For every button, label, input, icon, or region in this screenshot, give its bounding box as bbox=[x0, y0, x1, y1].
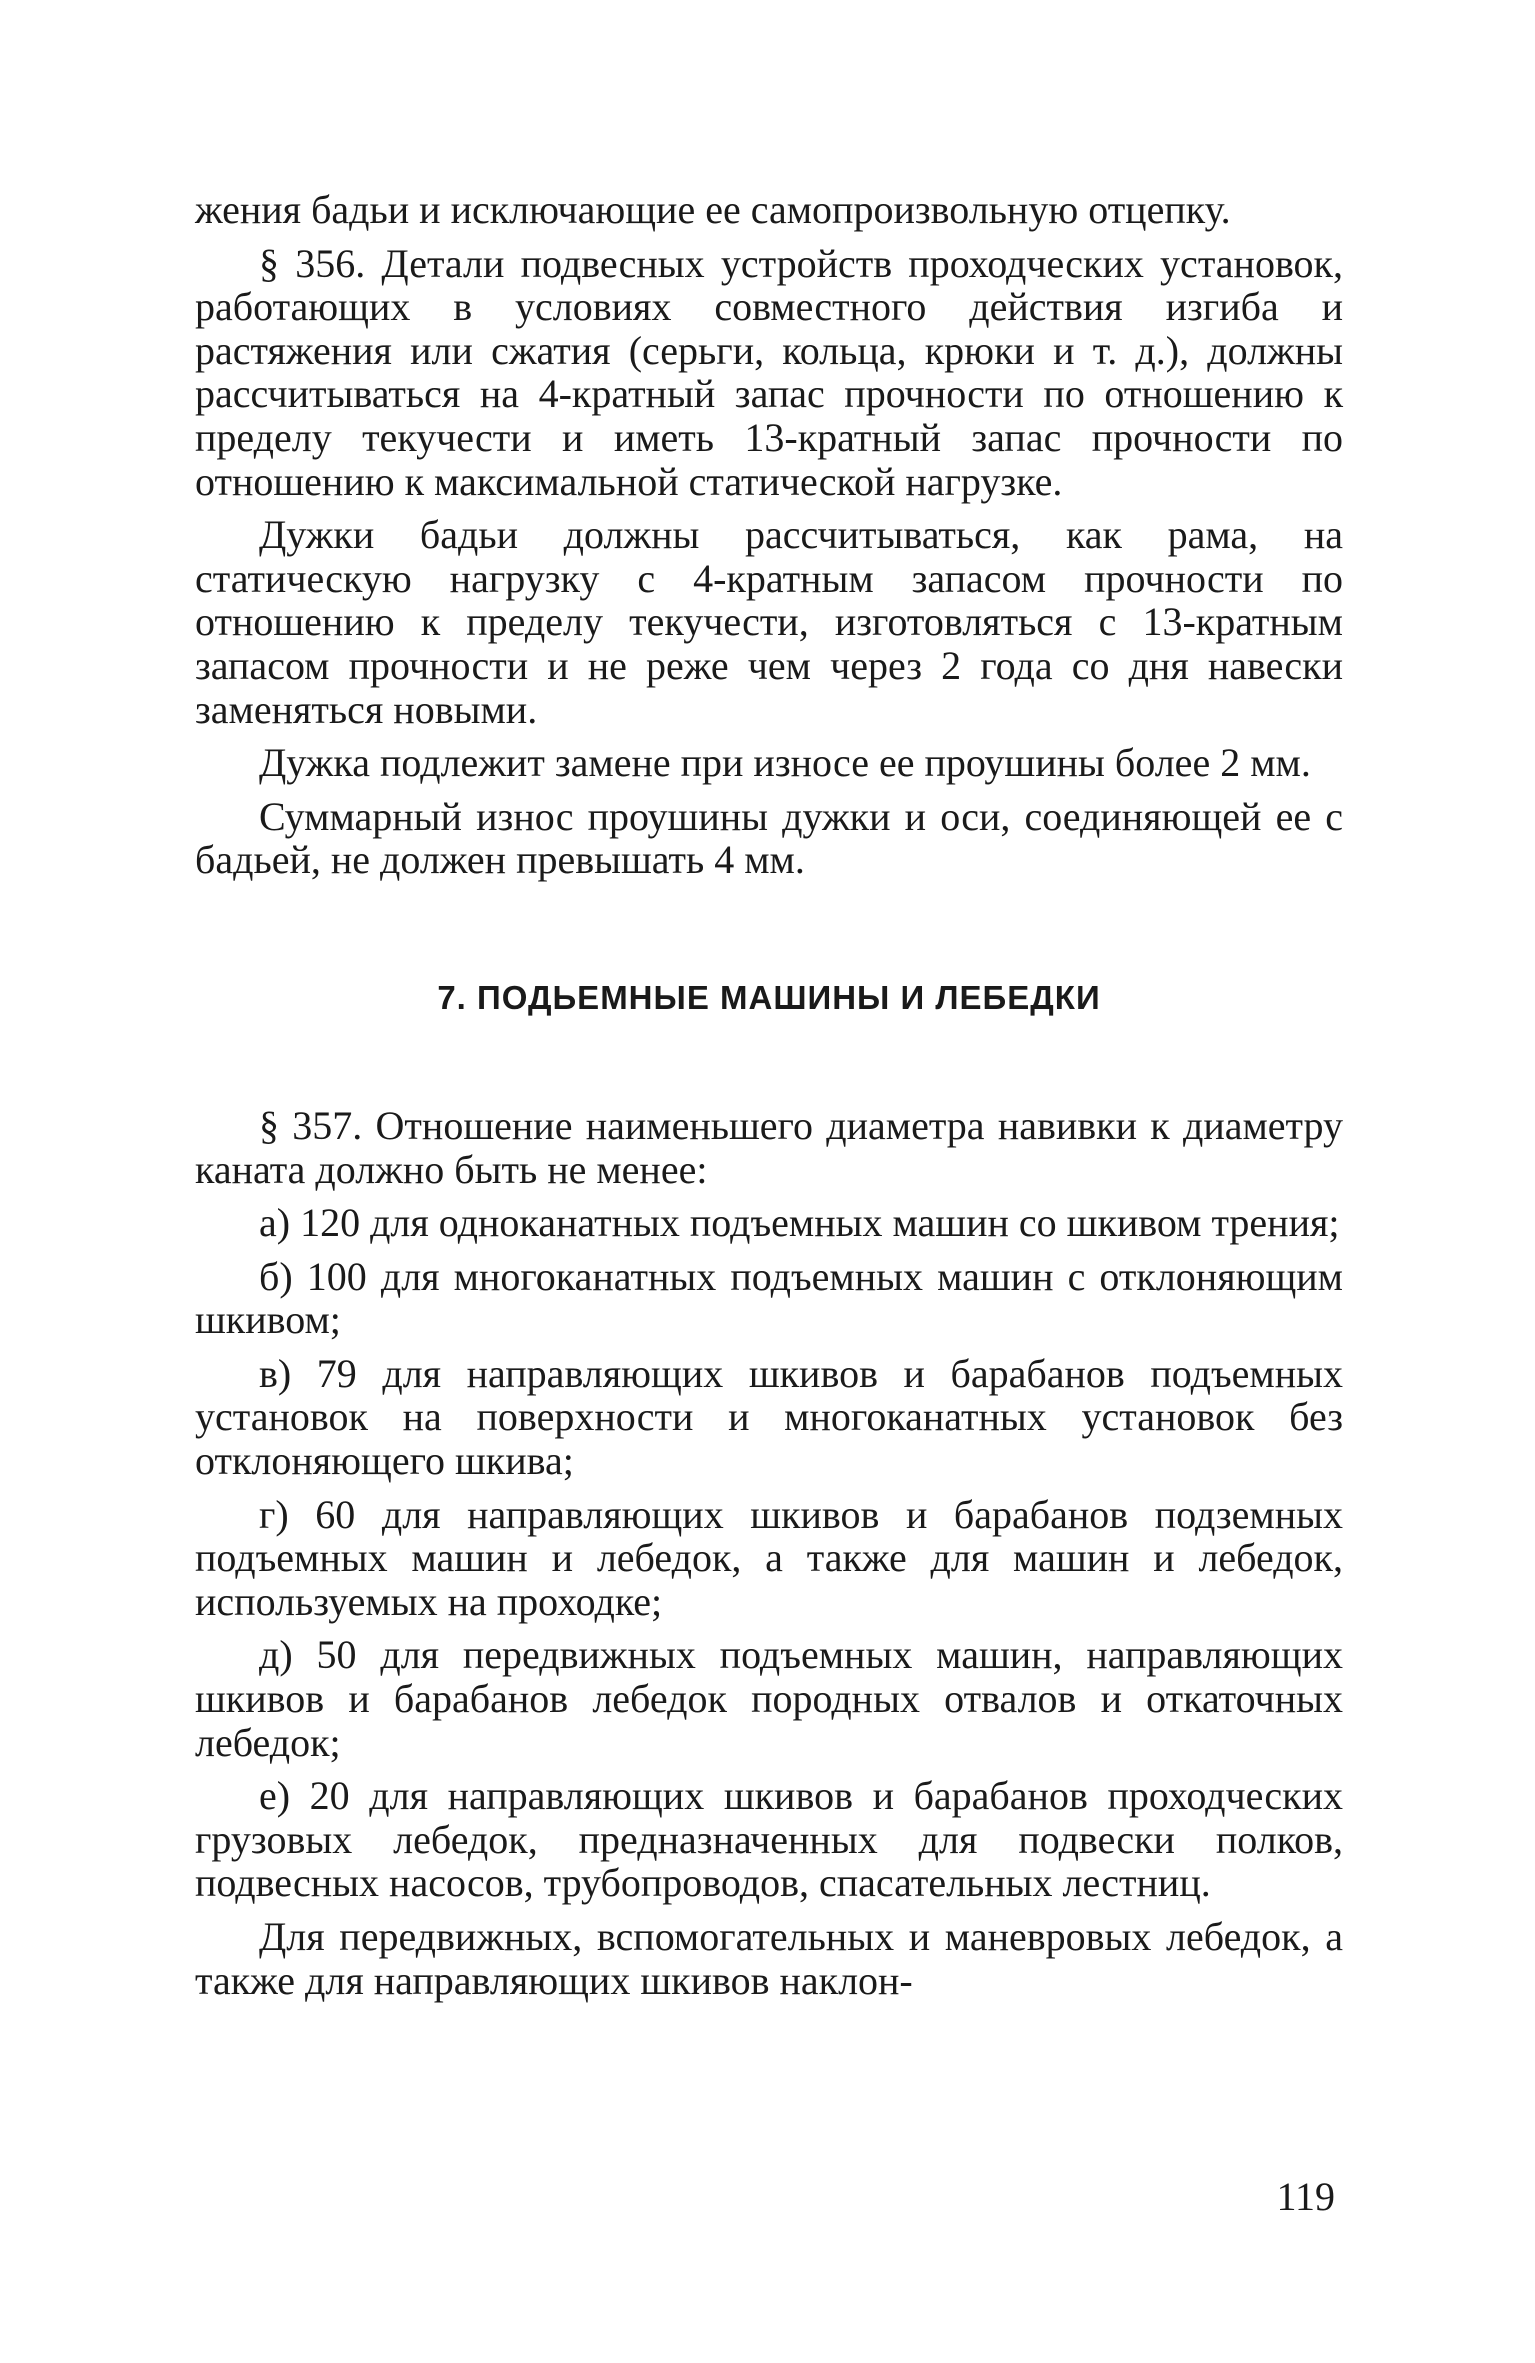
paragraph-continuation: жения бадьи и исключающие ее самопроизвольную отцепку. bbox=[195, 187, 1231, 232]
top-text-block bbox=[195, 188, 1343, 882]
section-heading: 7. ПОДЬЕМНЫЕ МАШИНЫ И ЛЕБЕДКИ bbox=[437, 978, 1101, 1016]
paragraph-356: § 356. Детали подвесных устройств проходческих установок, работающих в условиях совместного действия изгиба и растяжения или сжатия (серьги, кольца, крюки и т. д.), должны рассчитываться на 4-кратный запас прочности по отношению к пределу текучести и иметь 13-кратный запас прочности по отношению к максимальной статической нагрузке. bbox=[195, 240, 1343, 504]
paragraph-bail-replacement: Дужка подлежит замене при износе ее проушины более 2 мм. bbox=[259, 740, 1311, 786]
list-item-d: д) 50 для передвижных подъемных машин, направляющих шкивов и барабанов лебедок породных отвалов и откаточных лебедок; bbox=[195, 1632, 1343, 1765]
list-item-a: а) 120 для одноканатных подъемных машин со шкивом трения; bbox=[259, 1200, 1340, 1246]
list-item-g: г) 60 для направляющих шкивов и барабанов подземных подъемных машин и лебедок, а также для машин и лебедок, используемых на проходке; bbox=[195, 1491, 1343, 1624]
list-item-e: е) 20 для направляющих шкивов и барабанов проходческих грузовых лебедок, предназначенных для подвески полков, подвесных насосов, трубопроводов, спасательных лестниц. bbox=[195, 1773, 1343, 1906]
page-number: 119 bbox=[1276, 2174, 1335, 2219]
paragraph-357: § 357. Отношение наименьшего диаметра навивки к диаметру каната должно быть не менее: bbox=[195, 1102, 1343, 1192]
paragraph-winches: Для передвижных, вспомогательных и маневровых лебедок, а также для направляющих шкивов наклон- bbox=[195, 1914, 1343, 2003]
paragraph-bucket-bails: Дужки бадьи должны рассчитываться, как рама, на статическую нагрузку с 4-кратным запасом прочности по отношению к пределу текучести, изготовляться с 13-кратным запасом прочности и не реже чем через 2 года со дня навески заменяться новыми. bbox=[195, 512, 1343, 732]
page-body bbox=[195, 188, 1343, 2002]
list-item-b: б) 100 для многоканатных подъемных машин с отклоняющим шкивом; bbox=[195, 1253, 1343, 1343]
paragraph-total-wear: Суммарный износ проушины дужки и оси, соединяющей ее с бадьей, не должен превышать 4 мм. bbox=[195, 793, 1343, 883]
list-item-v: в) 79 для направляющих шкивов и барабанов подъемных установок на поверхности и многоканатных установок без отклоняющего шкива; bbox=[195, 1350, 1343, 1484]
bottom-text-block bbox=[195, 1104, 1343, 2002]
